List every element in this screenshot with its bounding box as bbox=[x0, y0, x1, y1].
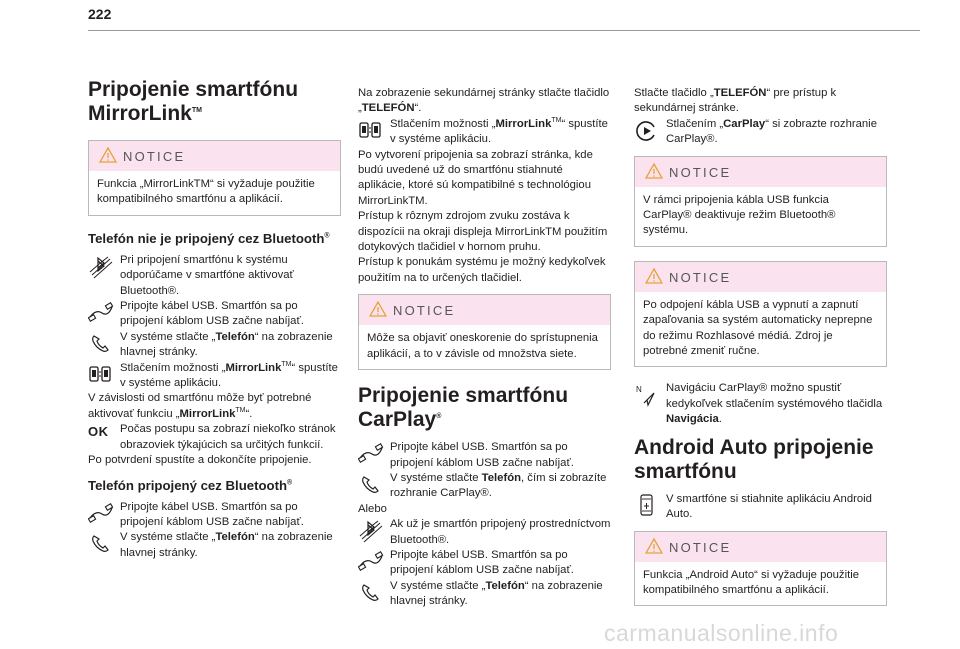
step-bold: CarPlay bbox=[723, 117, 766, 130]
step-telefon bbox=[88, 530, 341, 561]
step-text: “ na zobrazenie hlavnej stránky. bbox=[120, 330, 333, 359]
column-3 bbox=[634, 86, 887, 620]
step-carplay bbox=[634, 117, 887, 148]
notice-box bbox=[88, 140, 341, 216]
step-mirrorlink bbox=[358, 117, 611, 148]
subsection-title-bluetooth-connected bbox=[88, 477, 341, 494]
step-text: “ na zobrazenie hlavnej stránky. bbox=[120, 531, 333, 559]
usb-cable-icon bbox=[358, 442, 384, 466]
bluetooth-icon bbox=[88, 255, 114, 279]
tm-mark: TM bbox=[551, 117, 562, 125]
usb-cable-icon bbox=[88, 502, 114, 526]
step-text: Pri pripojení smartfónu k systému odporúčame v smartfóne aktivovať Bluetooth®. bbox=[120, 253, 294, 297]
step-text: Pripojte kábel USB. Smartfón sa po pripojení káblom USB začne nabíjať. bbox=[390, 441, 574, 469]
step-bold: Navigácia bbox=[666, 413, 719, 426]
notice-box bbox=[358, 294, 611, 370]
notice-header bbox=[635, 532, 886, 562]
step-bold: MirrorLink bbox=[225, 361, 282, 374]
step-text: Stlačením „ bbox=[666, 117, 724, 130]
section-title-carplay bbox=[358, 384, 611, 432]
para-bold: TELEFÓN bbox=[713, 87, 767, 99]
step-telefon bbox=[88, 330, 341, 361]
para-bold: TELEFÓN bbox=[361, 102, 415, 115]
step-bold: Telefón bbox=[481, 471, 522, 484]
tm-mark: TM bbox=[235, 407, 246, 415]
notice-text: V rámci pripojenia kábla USB funkcia CarPlay® deaktivuje režim Bluetooth® systému. bbox=[643, 193, 836, 237]
notice-label: NOTICE bbox=[669, 269, 732, 285]
paragraph bbox=[88, 391, 341, 422]
step-text: . bbox=[718, 413, 722, 426]
notice-text: Funkcia „MirrorLinkTM“ si vyžaduje použitie kompatibilného smartfónu a aplikácií. bbox=[97, 178, 315, 206]
notice-header bbox=[635, 157, 886, 187]
step-bold: Telefón bbox=[485, 579, 525, 592]
mirrorlink-icon bbox=[358, 119, 384, 143]
step-text: “ spustíte v systéme aplikáciu. bbox=[390, 117, 608, 146]
ok-icon: OK bbox=[88, 424, 109, 440]
notice-box bbox=[634, 261, 887, 368]
section-title-android-auto bbox=[634, 436, 887, 484]
title-line-2: CarPlay bbox=[358, 408, 437, 432]
title-line-1: Pripojenie smartfónu bbox=[88, 78, 299, 101]
warning-icon bbox=[645, 538, 663, 554]
paragraph bbox=[358, 86, 611, 117]
phone-icon bbox=[88, 332, 114, 356]
navigation-icon bbox=[634, 383, 660, 407]
step-text: Pripojte kábel USB. Smartfón sa po pripojení káblom USB začne nabíjať. bbox=[120, 500, 304, 528]
step-text: Stlačením možnosti „ bbox=[120, 361, 226, 374]
para-text: V závislosti od smartfónu môže byť potrebné aktivovať funkciu „ bbox=[88, 392, 312, 420]
step-text: Stlačením možnosti „ bbox=[390, 117, 496, 130]
para-bold: MirrorLink bbox=[179, 407, 236, 420]
step-ok bbox=[88, 422, 341, 453]
warning-icon bbox=[369, 301, 387, 317]
smartphone-android-icon bbox=[634, 494, 660, 518]
paragraph: Po vytvorení pripojenia sa zobrazí stránka, kde budú uvedené už do smartfónu stiahnuté aplikácie, ktoré sú kompatibilné s technológiou MirrorLinkTM. bbox=[358, 148, 593, 207]
notice-header bbox=[635, 262, 886, 292]
para-text: Na zobrazenie sekundárnej stránky stlačte tlačidlo „ bbox=[358, 87, 610, 115]
para-text: Stlačte tlačidlo „ bbox=[634, 87, 714, 99]
step-usb bbox=[358, 440, 611, 471]
step-text: V systéme stlačte „ bbox=[120, 330, 216, 343]
step-usb bbox=[358, 548, 611, 579]
carplay-icon bbox=[634, 119, 660, 143]
paragraph: Prístup k ponukám systému je možný kedykoľvek použitím na to určených tlačidiel. bbox=[358, 256, 606, 284]
step-mirrorlink bbox=[88, 361, 341, 392]
title-line-1: Pripojenie smartfónu bbox=[358, 384, 569, 408]
reg-mark: ® bbox=[324, 232, 330, 240]
title-line-2: MirrorLink bbox=[88, 102, 192, 125]
notice-label: NOTICE bbox=[669, 539, 732, 555]
usb-cable-icon bbox=[358, 550, 384, 574]
para-text: “. bbox=[245, 407, 253, 420]
watermark: carmanualsonline.info bbox=[604, 620, 839, 646]
step-text: V systéme stlačte bbox=[390, 471, 482, 484]
step-bluetooth bbox=[88, 253, 341, 299]
para-text: “. bbox=[414, 102, 422, 115]
notice-label: NOTICE bbox=[393, 303, 456, 319]
page-number: 222 bbox=[88, 6, 112, 22]
subsection-title-text: Telefón nie je pripojený cez Bluetooth bbox=[88, 230, 325, 246]
notice-label: NOTICE bbox=[123, 149, 186, 164]
phone-icon bbox=[358, 581, 384, 605]
phone-icon bbox=[358, 473, 384, 497]
tm-mark: TM bbox=[281, 360, 292, 368]
notice-box bbox=[634, 531, 887, 607]
paragraph: Prístup k rôznym zdrojom zvuku zostáva k dispozícii na okraji displeja MirrorLinkTM použitím dotykových tlačidiel v hornom pruhu. bbox=[358, 210, 608, 254]
step-text: V smartfóne si stiahnite aplikáciu Android Auto. bbox=[666, 492, 872, 521]
para-text: “ pre prístup k sekundárnej stránke. bbox=[634, 87, 837, 115]
step-android bbox=[634, 492, 887, 523]
step-text: Počas postupu sa zobrazí niekoľko stránok obrazoviek týkajúcich sa určitých funkcií. bbox=[120, 423, 336, 451]
usb-cable-icon bbox=[88, 301, 114, 325]
column-1 bbox=[88, 78, 341, 561]
subsection-title-text: Telefón pripojený cez Bluetooth bbox=[88, 477, 288, 493]
step-text: Navigáciu CarPlay® možno spustiť kedykoľvek stlačením systémového tlačidla bbox=[666, 382, 883, 410]
step-text: V systéme stlačte „ bbox=[390, 579, 486, 592]
section-title-mirrorlink bbox=[88, 78, 341, 126]
mirrorlink-icon bbox=[88, 363, 114, 387]
step-text: “ si zobrazte rozhranie CarPlay®. bbox=[666, 117, 877, 146]
notice-header bbox=[89, 141, 340, 171]
bluetooth-icon bbox=[358, 519, 384, 543]
step-telefon bbox=[358, 471, 611, 502]
notice-box bbox=[634, 156, 887, 247]
paragraph: Po potvrdení spustíte a dokončíte pripojenie. bbox=[88, 454, 312, 467]
notice-text: Funkcia „Android Auto“ si vyžaduje použitie kompatibilného smartfónu a aplikácií. bbox=[643, 568, 860, 596]
notice-header bbox=[359, 295, 610, 325]
header-rule bbox=[88, 30, 920, 31]
step-usb bbox=[88, 299, 341, 330]
step-bold: MirrorLink bbox=[495, 117, 552, 130]
step-bold: Telefón bbox=[215, 330, 255, 343]
column-2 bbox=[358, 86, 611, 610]
notice-text: Po odpojení kábla USB a vypnutí a zapnutí zapaľovania sa systém automaticky neprepne do režimu Rozhlasové médiá. Zdroj je potrebné zmeniť ručne. bbox=[643, 298, 873, 358]
reg-mark: ® bbox=[436, 413, 442, 421]
tm-mark: TM bbox=[191, 107, 202, 114]
phone-icon bbox=[88, 532, 114, 556]
notice-label: NOTICE bbox=[669, 164, 732, 180]
warning-icon bbox=[645, 163, 663, 179]
step-usb bbox=[88, 500, 341, 531]
paragraph bbox=[634, 86, 887, 117]
warning-icon bbox=[645, 268, 663, 284]
step-text: V systéme stlačte „ bbox=[120, 531, 216, 544]
step-text: “ spustíte v systéme aplikáciu. bbox=[120, 361, 338, 390]
paragraph-alebo: Alebo bbox=[358, 502, 387, 515]
step-telefon bbox=[358, 579, 611, 610]
step-bold: Telefón bbox=[215, 531, 255, 544]
step-text: Pripojte kábel USB. Smartfón sa po pripojení káblom USB začne nabíjať. bbox=[390, 548, 574, 577]
step-text: Ak už je smartfón pripojený prostredníctvom Bluetooth®. bbox=[390, 518, 611, 546]
step-text: “ na zobrazenie hlavnej stránky. bbox=[390, 579, 603, 608]
step-text: , čím si zobrazíte rozhranie CarPlay®. bbox=[390, 471, 607, 500]
notice-text: Môže sa objaviť oneskorenie do sprístupnenia aplikácií, a to v závisle od množstva siete. bbox=[367, 332, 598, 360]
reg-mark: ® bbox=[287, 479, 293, 487]
step-bluetooth bbox=[358, 517, 611, 548]
subsection-title-no-bluetooth bbox=[88, 230, 341, 247]
title-line-1: Android Auto pripojenie bbox=[634, 435, 874, 459]
warning-icon bbox=[99, 147, 117, 163]
title-line-2: smartfónu bbox=[634, 459, 737, 483]
step-navigation bbox=[634, 381, 887, 427]
step-text: Pripojte kábel USB. Smartfón sa po pripojení káblom USB začne nabíjať. bbox=[120, 300, 304, 328]
